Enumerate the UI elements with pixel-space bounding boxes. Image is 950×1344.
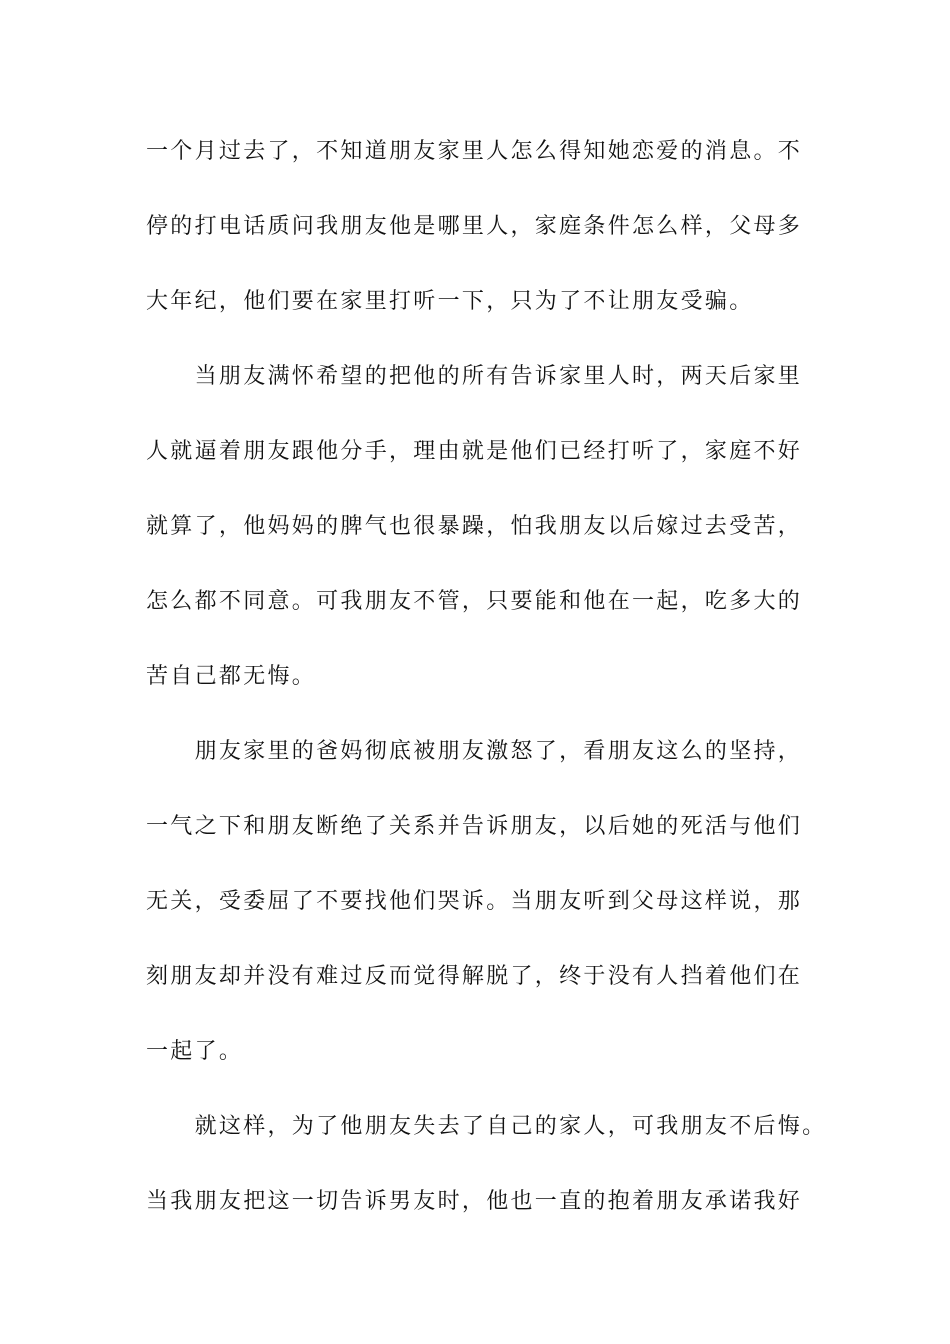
- text-line: 当我朋友把这一切告诉男友时，他也一直的抱着朋友承诺我好: [146, 1189, 803, 1214]
- text-line: 就算了，他妈妈的脾气也很暴躁，怕我朋友以后嫁过去受苦，: [146, 514, 803, 539]
- text-line: 大年纪，他们要在家里打听一下，只为了不让朋友受骗。: [146, 289, 754, 314]
- text-line: 一个月过去了，不知道朋友家里人怎么得知她恋爱的消息。不: [146, 139, 803, 164]
- text-line: 刻朋友却并没有难过反而觉得解脱了，终于没有人挡着他们在: [146, 964, 803, 989]
- text-line: 停的打电话质问我朋友他是哪里人，家庭条件怎么样，父母多: [146, 214, 803, 239]
- text-line: 无关，受委屈了不要找他们哭诉。当朋友听到父母这样说，那: [146, 889, 803, 914]
- body-text: [146, 130, 827, 1255]
- text-line: 苦自己都无悔。: [146, 664, 317, 689]
- text-line: 就这样，为了他朋友失去了自己的家人，可我朋友不后悔。: [146, 1114, 827, 1139]
- text-line: 一气之下和朋友断绝了关系并告诉朋友，以后她的死活与他们: [146, 814, 803, 839]
- text-line: 朋友家里的爸妈彻底被朋友激怒了，看朋友这么的坚持，: [146, 739, 803, 764]
- text-line: 人就逼着朋友跟他分手，理由就是他们已经打听了，家庭不好: [146, 439, 803, 464]
- text-line: 怎么都不同意。可我朋友不管，只要能和他在一起，吃多大的: [146, 589, 803, 614]
- text-line: 一起了。: [146, 1039, 244, 1064]
- text-line: 当朋友满怀希望的把他的所有告诉家里人时，两天后家里: [146, 364, 803, 389]
